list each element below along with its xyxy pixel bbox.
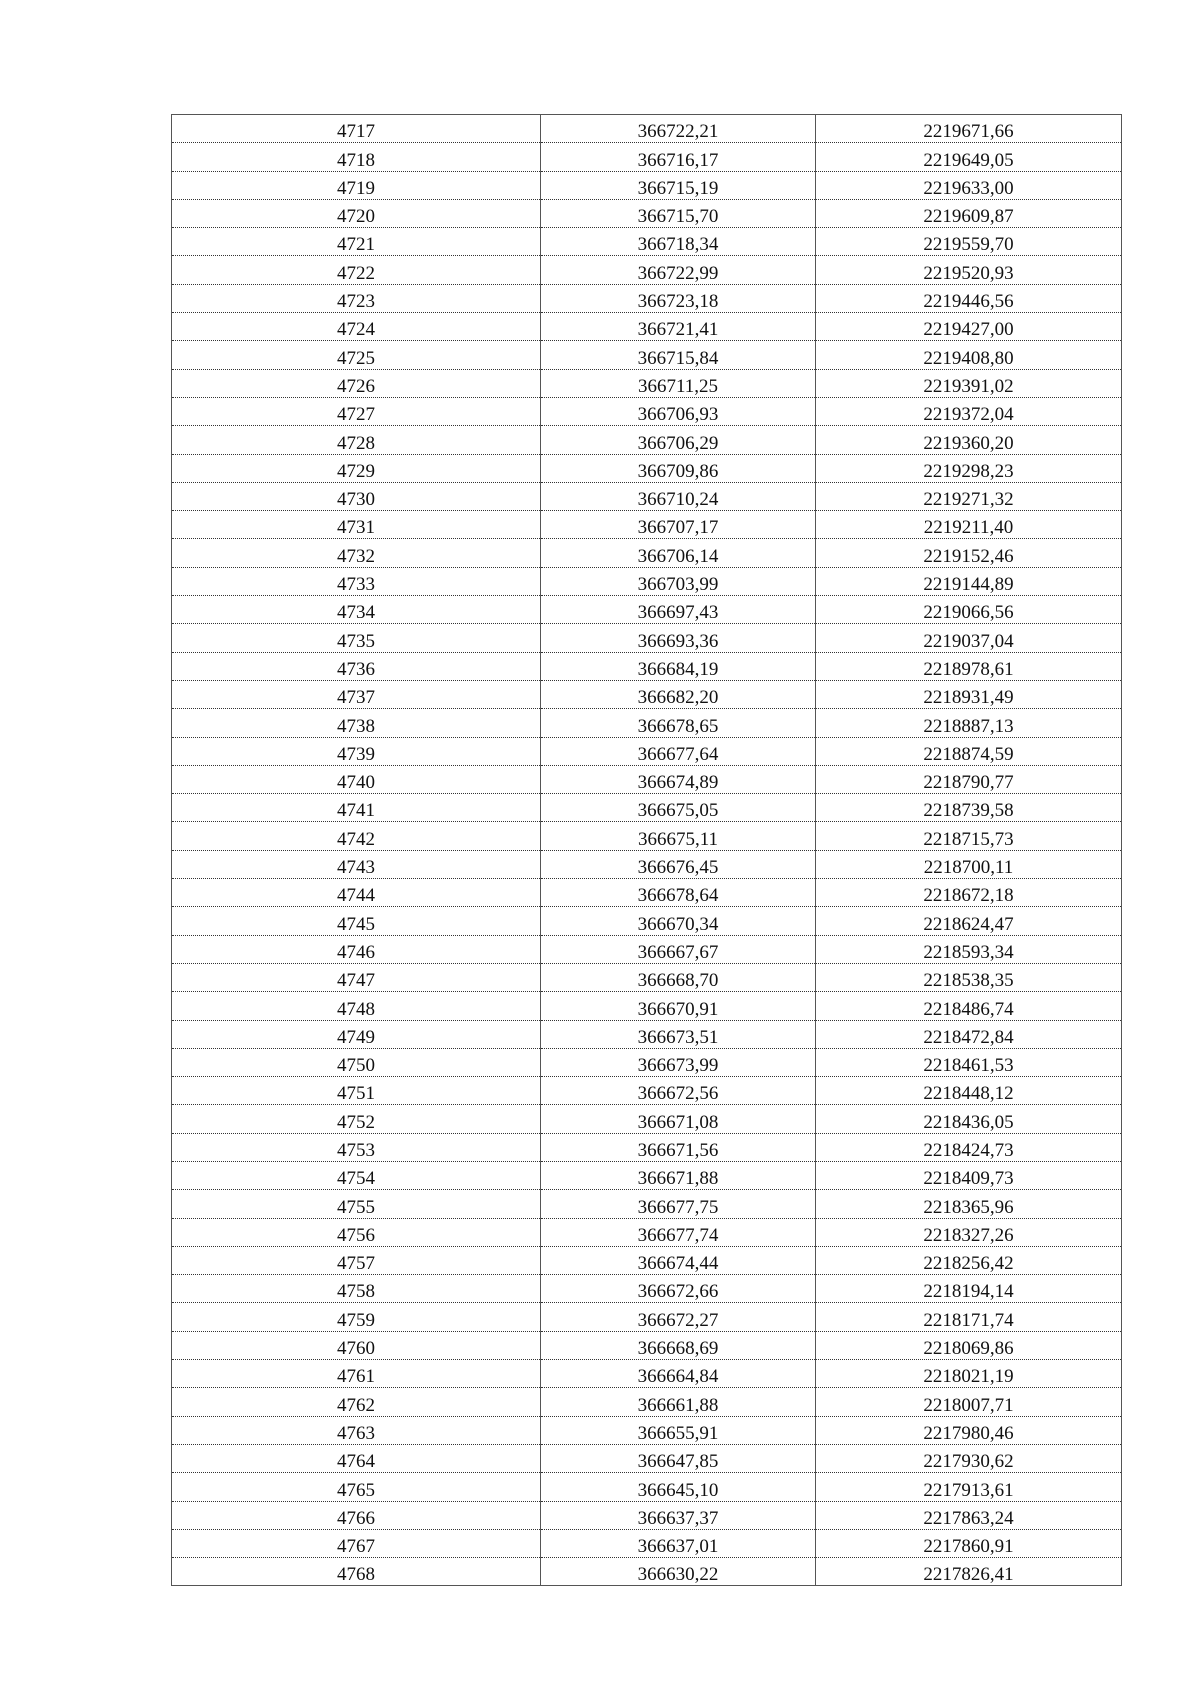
y-coordinate-cell: 2218593,34 (816, 935, 1122, 963)
point-number-cell: 4747 (172, 963, 541, 991)
y-coordinate-cell: 2217863,24 (816, 1501, 1122, 1529)
table-row (172, 1161, 1122, 1189)
point-number-cell: 4720 (172, 199, 541, 227)
y-coordinate-cell: 2219211,40 (816, 511, 1122, 539)
y-coordinate-cell: 2219144,89 (816, 567, 1122, 595)
table-row (172, 907, 1122, 935)
y-coordinate-cell: 2218327,26 (816, 1218, 1122, 1246)
point-number-cell: 4738 (172, 709, 541, 737)
point-number-cell: 4757 (172, 1246, 541, 1274)
table-row (172, 511, 1122, 539)
table-row (172, 1190, 1122, 1218)
table-row (172, 1331, 1122, 1359)
y-coordinate-cell: 2219446,56 (816, 284, 1122, 312)
y-coordinate-cell: 2218887,13 (816, 709, 1122, 737)
point-number-cell: 4725 (172, 341, 541, 369)
y-coordinate-cell: 2219649,05 (816, 143, 1122, 171)
x-coordinate-cell: 366670,34 (541, 907, 816, 935)
table-row (172, 454, 1122, 482)
y-coordinate-cell: 2218715,73 (816, 822, 1122, 850)
x-coordinate-cell: 366673,51 (541, 1020, 816, 1048)
table-row (172, 256, 1122, 284)
point-number-cell: 4759 (172, 1303, 541, 1331)
x-coordinate-cell: 366672,56 (541, 1077, 816, 1105)
table-row (172, 963, 1122, 991)
point-number-cell: 4744 (172, 879, 541, 907)
y-coordinate-cell: 2219520,93 (816, 256, 1122, 284)
x-coordinate-cell: 366675,05 (541, 794, 816, 822)
point-number-cell: 4728 (172, 426, 541, 454)
point-number-cell: 4732 (172, 539, 541, 567)
coordinates-table (171, 114, 1122, 1586)
point-number-cell: 4755 (172, 1190, 541, 1218)
coordinates-table-body (172, 115, 1122, 1586)
table-row (172, 765, 1122, 793)
x-coordinate-cell: 366709,86 (541, 454, 816, 482)
y-coordinate-cell: 2218424,73 (816, 1133, 1122, 1161)
point-number-cell: 4758 (172, 1275, 541, 1303)
x-coordinate-cell: 366672,66 (541, 1275, 816, 1303)
x-coordinate-cell: 366711,25 (541, 369, 816, 397)
table-row (172, 992, 1122, 1020)
x-coordinate-cell: 366655,91 (541, 1416, 816, 1444)
table-row (172, 171, 1122, 199)
x-coordinate-cell: 366672,27 (541, 1303, 816, 1331)
point-number-cell: 4761 (172, 1360, 541, 1388)
y-coordinate-cell: 2219372,04 (816, 397, 1122, 425)
y-coordinate-cell: 2218069,86 (816, 1331, 1122, 1359)
point-number-cell: 4721 (172, 228, 541, 256)
table-row (172, 596, 1122, 624)
y-coordinate-cell: 2219360,20 (816, 426, 1122, 454)
point-number-cell: 4763 (172, 1416, 541, 1444)
point-number-cell: 4767 (172, 1529, 541, 1557)
x-coordinate-cell: 366693,36 (541, 624, 816, 652)
point-number-cell: 4764 (172, 1444, 541, 1472)
table-row (172, 1473, 1122, 1501)
y-coordinate-cell: 2218472,84 (816, 1020, 1122, 1048)
x-coordinate-cell: 366677,75 (541, 1190, 816, 1218)
y-coordinate-cell: 2218171,74 (816, 1303, 1122, 1331)
table-row (172, 341, 1122, 369)
x-coordinate-cell: 366715,84 (541, 341, 816, 369)
y-coordinate-cell: 2218739,58 (816, 794, 1122, 822)
table-row (172, 1105, 1122, 1133)
y-coordinate-cell: 2219671,66 (816, 115, 1122, 143)
point-number-cell: 4735 (172, 624, 541, 652)
table-row (172, 1444, 1122, 1472)
table-row (172, 1246, 1122, 1274)
point-number-cell: 4743 (172, 850, 541, 878)
table-row (172, 539, 1122, 567)
x-coordinate-cell: 366716,17 (541, 143, 816, 171)
x-coordinate-cell: 366677,74 (541, 1218, 816, 1246)
table-row (172, 879, 1122, 907)
point-number-cell: 4748 (172, 992, 541, 1020)
y-coordinate-cell: 2217980,46 (816, 1416, 1122, 1444)
y-coordinate-cell: 2219037,04 (816, 624, 1122, 652)
y-coordinate-cell: 2218874,59 (816, 737, 1122, 765)
x-coordinate-cell: 366676,45 (541, 850, 816, 878)
point-number-cell: 4717 (172, 115, 541, 143)
x-coordinate-cell: 366703,99 (541, 567, 816, 595)
y-coordinate-cell: 2219609,87 (816, 199, 1122, 227)
table-row (172, 1020, 1122, 1048)
table-row (172, 228, 1122, 256)
x-coordinate-cell: 366674,89 (541, 765, 816, 793)
x-coordinate-cell: 366645,10 (541, 1473, 816, 1501)
table-row (172, 115, 1122, 143)
point-number-cell: 4722 (172, 256, 541, 284)
table-row (172, 935, 1122, 963)
x-coordinate-cell: 366684,19 (541, 652, 816, 680)
x-coordinate-cell: 366668,70 (541, 963, 816, 991)
x-coordinate-cell: 366682,20 (541, 680, 816, 708)
table-row (172, 1388, 1122, 1416)
x-coordinate-cell: 366671,56 (541, 1133, 816, 1161)
point-number-cell: 4724 (172, 313, 541, 341)
point-number-cell: 4727 (172, 397, 541, 425)
x-coordinate-cell: 366715,70 (541, 199, 816, 227)
table-row (172, 1133, 1122, 1161)
point-number-cell: 4762 (172, 1388, 541, 1416)
y-coordinate-cell: 2219559,70 (816, 228, 1122, 256)
y-coordinate-cell: 2218021,19 (816, 1360, 1122, 1388)
y-coordinate-cell: 2219633,00 (816, 171, 1122, 199)
x-coordinate-cell: 366707,17 (541, 511, 816, 539)
x-coordinate-cell: 366674,44 (541, 1246, 816, 1274)
y-coordinate-cell: 2218409,73 (816, 1161, 1122, 1189)
point-number-cell: 4750 (172, 1048, 541, 1076)
y-coordinate-cell: 2218007,71 (816, 1388, 1122, 1416)
table-row (172, 850, 1122, 878)
y-coordinate-cell: 2218461,53 (816, 1048, 1122, 1076)
y-coordinate-cell: 2217913,61 (816, 1473, 1122, 1501)
point-number-cell: 4740 (172, 765, 541, 793)
table-row (172, 1416, 1122, 1444)
table-row (172, 397, 1122, 425)
x-coordinate-cell: 366722,99 (541, 256, 816, 284)
y-coordinate-cell: 2219298,23 (816, 454, 1122, 482)
y-coordinate-cell: 2217860,91 (816, 1529, 1122, 1557)
x-coordinate-cell: 366706,29 (541, 426, 816, 454)
table-row (172, 794, 1122, 822)
point-number-cell: 4766 (172, 1501, 541, 1529)
y-coordinate-cell: 2218790,77 (816, 765, 1122, 793)
x-coordinate-cell: 366678,65 (541, 709, 816, 737)
point-number-cell: 4753 (172, 1133, 541, 1161)
table-row (172, 1360, 1122, 1388)
y-coordinate-cell: 2219271,32 (816, 482, 1122, 510)
x-coordinate-cell: 366671,08 (541, 1105, 816, 1133)
x-coordinate-cell: 366723,18 (541, 284, 816, 312)
table-row (172, 709, 1122, 737)
y-coordinate-cell: 2217826,41 (816, 1558, 1122, 1586)
table-row (172, 369, 1122, 397)
y-coordinate-cell: 2218448,12 (816, 1077, 1122, 1105)
table-row (172, 1048, 1122, 1076)
table-row (172, 680, 1122, 708)
point-number-cell: 4745 (172, 907, 541, 935)
point-number-cell: 4756 (172, 1218, 541, 1246)
y-coordinate-cell: 2218931,49 (816, 680, 1122, 708)
y-coordinate-cell: 2218436,05 (816, 1105, 1122, 1133)
x-coordinate-cell: 366668,69 (541, 1331, 816, 1359)
y-coordinate-cell: 2217930,62 (816, 1444, 1122, 1472)
x-coordinate-cell: 366678,64 (541, 879, 816, 907)
point-number-cell: 4742 (172, 822, 541, 850)
point-number-cell: 4765 (172, 1473, 541, 1501)
point-number-cell: 4739 (172, 737, 541, 765)
point-number-cell: 4741 (172, 794, 541, 822)
point-number-cell: 4737 (172, 680, 541, 708)
table-row (172, 143, 1122, 171)
point-number-cell: 4754 (172, 1161, 541, 1189)
point-number-cell: 4746 (172, 935, 541, 963)
point-number-cell: 4718 (172, 143, 541, 171)
x-coordinate-cell: 366637,01 (541, 1529, 816, 1557)
x-coordinate-cell: 366721,41 (541, 313, 816, 341)
y-coordinate-cell: 2218256,42 (816, 1246, 1122, 1274)
y-coordinate-cell: 2218700,11 (816, 850, 1122, 878)
point-number-cell: 4736 (172, 652, 541, 680)
x-coordinate-cell: 366715,19 (541, 171, 816, 199)
x-coordinate-cell: 366706,93 (541, 397, 816, 425)
point-number-cell: 4760 (172, 1331, 541, 1359)
table-row (172, 1275, 1122, 1303)
x-coordinate-cell: 366706,14 (541, 539, 816, 567)
point-number-cell: 4719 (172, 171, 541, 199)
point-number-cell: 4734 (172, 596, 541, 624)
x-coordinate-cell: 366667,67 (541, 935, 816, 963)
y-coordinate-cell: 2219152,46 (816, 539, 1122, 567)
point-number-cell: 4768 (172, 1558, 541, 1586)
x-coordinate-cell: 366664,84 (541, 1360, 816, 1388)
point-number-cell: 4729 (172, 454, 541, 482)
y-coordinate-cell: 2219427,00 (816, 313, 1122, 341)
x-coordinate-cell: 366722,21 (541, 115, 816, 143)
table-row (172, 624, 1122, 652)
table-row (172, 1501, 1122, 1529)
table-row (172, 284, 1122, 312)
y-coordinate-cell: 2219391,02 (816, 369, 1122, 397)
table-row (172, 652, 1122, 680)
point-number-cell: 4751 (172, 1077, 541, 1105)
y-coordinate-cell: 2219408,80 (816, 341, 1122, 369)
y-coordinate-cell: 2218624,47 (816, 907, 1122, 935)
x-coordinate-cell: 366710,24 (541, 482, 816, 510)
table-row (172, 737, 1122, 765)
point-number-cell: 4752 (172, 1105, 541, 1133)
table-row (172, 567, 1122, 595)
x-coordinate-cell: 366637,37 (541, 1501, 816, 1529)
x-coordinate-cell: 366630,22 (541, 1558, 816, 1586)
table-row (172, 1529, 1122, 1557)
y-coordinate-cell: 2218194,14 (816, 1275, 1122, 1303)
point-number-cell: 4733 (172, 567, 541, 595)
x-coordinate-cell: 366647,85 (541, 1444, 816, 1472)
y-coordinate-cell: 2218486,74 (816, 992, 1122, 1020)
table-row (172, 426, 1122, 454)
x-coordinate-cell: 366677,64 (541, 737, 816, 765)
y-coordinate-cell: 2219066,56 (816, 596, 1122, 624)
x-coordinate-cell: 366671,88 (541, 1161, 816, 1189)
x-coordinate-cell: 366697,43 (541, 596, 816, 624)
x-coordinate-cell: 366673,99 (541, 1048, 816, 1076)
y-coordinate-cell: 2218538,35 (816, 963, 1122, 991)
x-coordinate-cell: 366718,34 (541, 228, 816, 256)
point-number-cell: 4730 (172, 482, 541, 510)
x-coordinate-cell: 366670,91 (541, 992, 816, 1020)
table-row (172, 1558, 1122, 1586)
table-row (172, 313, 1122, 341)
table-row (172, 199, 1122, 227)
x-coordinate-cell: 366661,88 (541, 1388, 816, 1416)
table-row (172, 1077, 1122, 1105)
point-number-cell: 4726 (172, 369, 541, 397)
point-number-cell: 4723 (172, 284, 541, 312)
table-row (172, 822, 1122, 850)
y-coordinate-cell: 2218365,96 (816, 1190, 1122, 1218)
table-row (172, 1303, 1122, 1331)
table-row (172, 482, 1122, 510)
point-number-cell: 4731 (172, 511, 541, 539)
y-coordinate-cell: 2218672,18 (816, 879, 1122, 907)
table-row (172, 1218, 1122, 1246)
y-coordinate-cell: 2218978,61 (816, 652, 1122, 680)
point-number-cell: 4749 (172, 1020, 541, 1048)
x-coordinate-cell: 366675,11 (541, 822, 816, 850)
